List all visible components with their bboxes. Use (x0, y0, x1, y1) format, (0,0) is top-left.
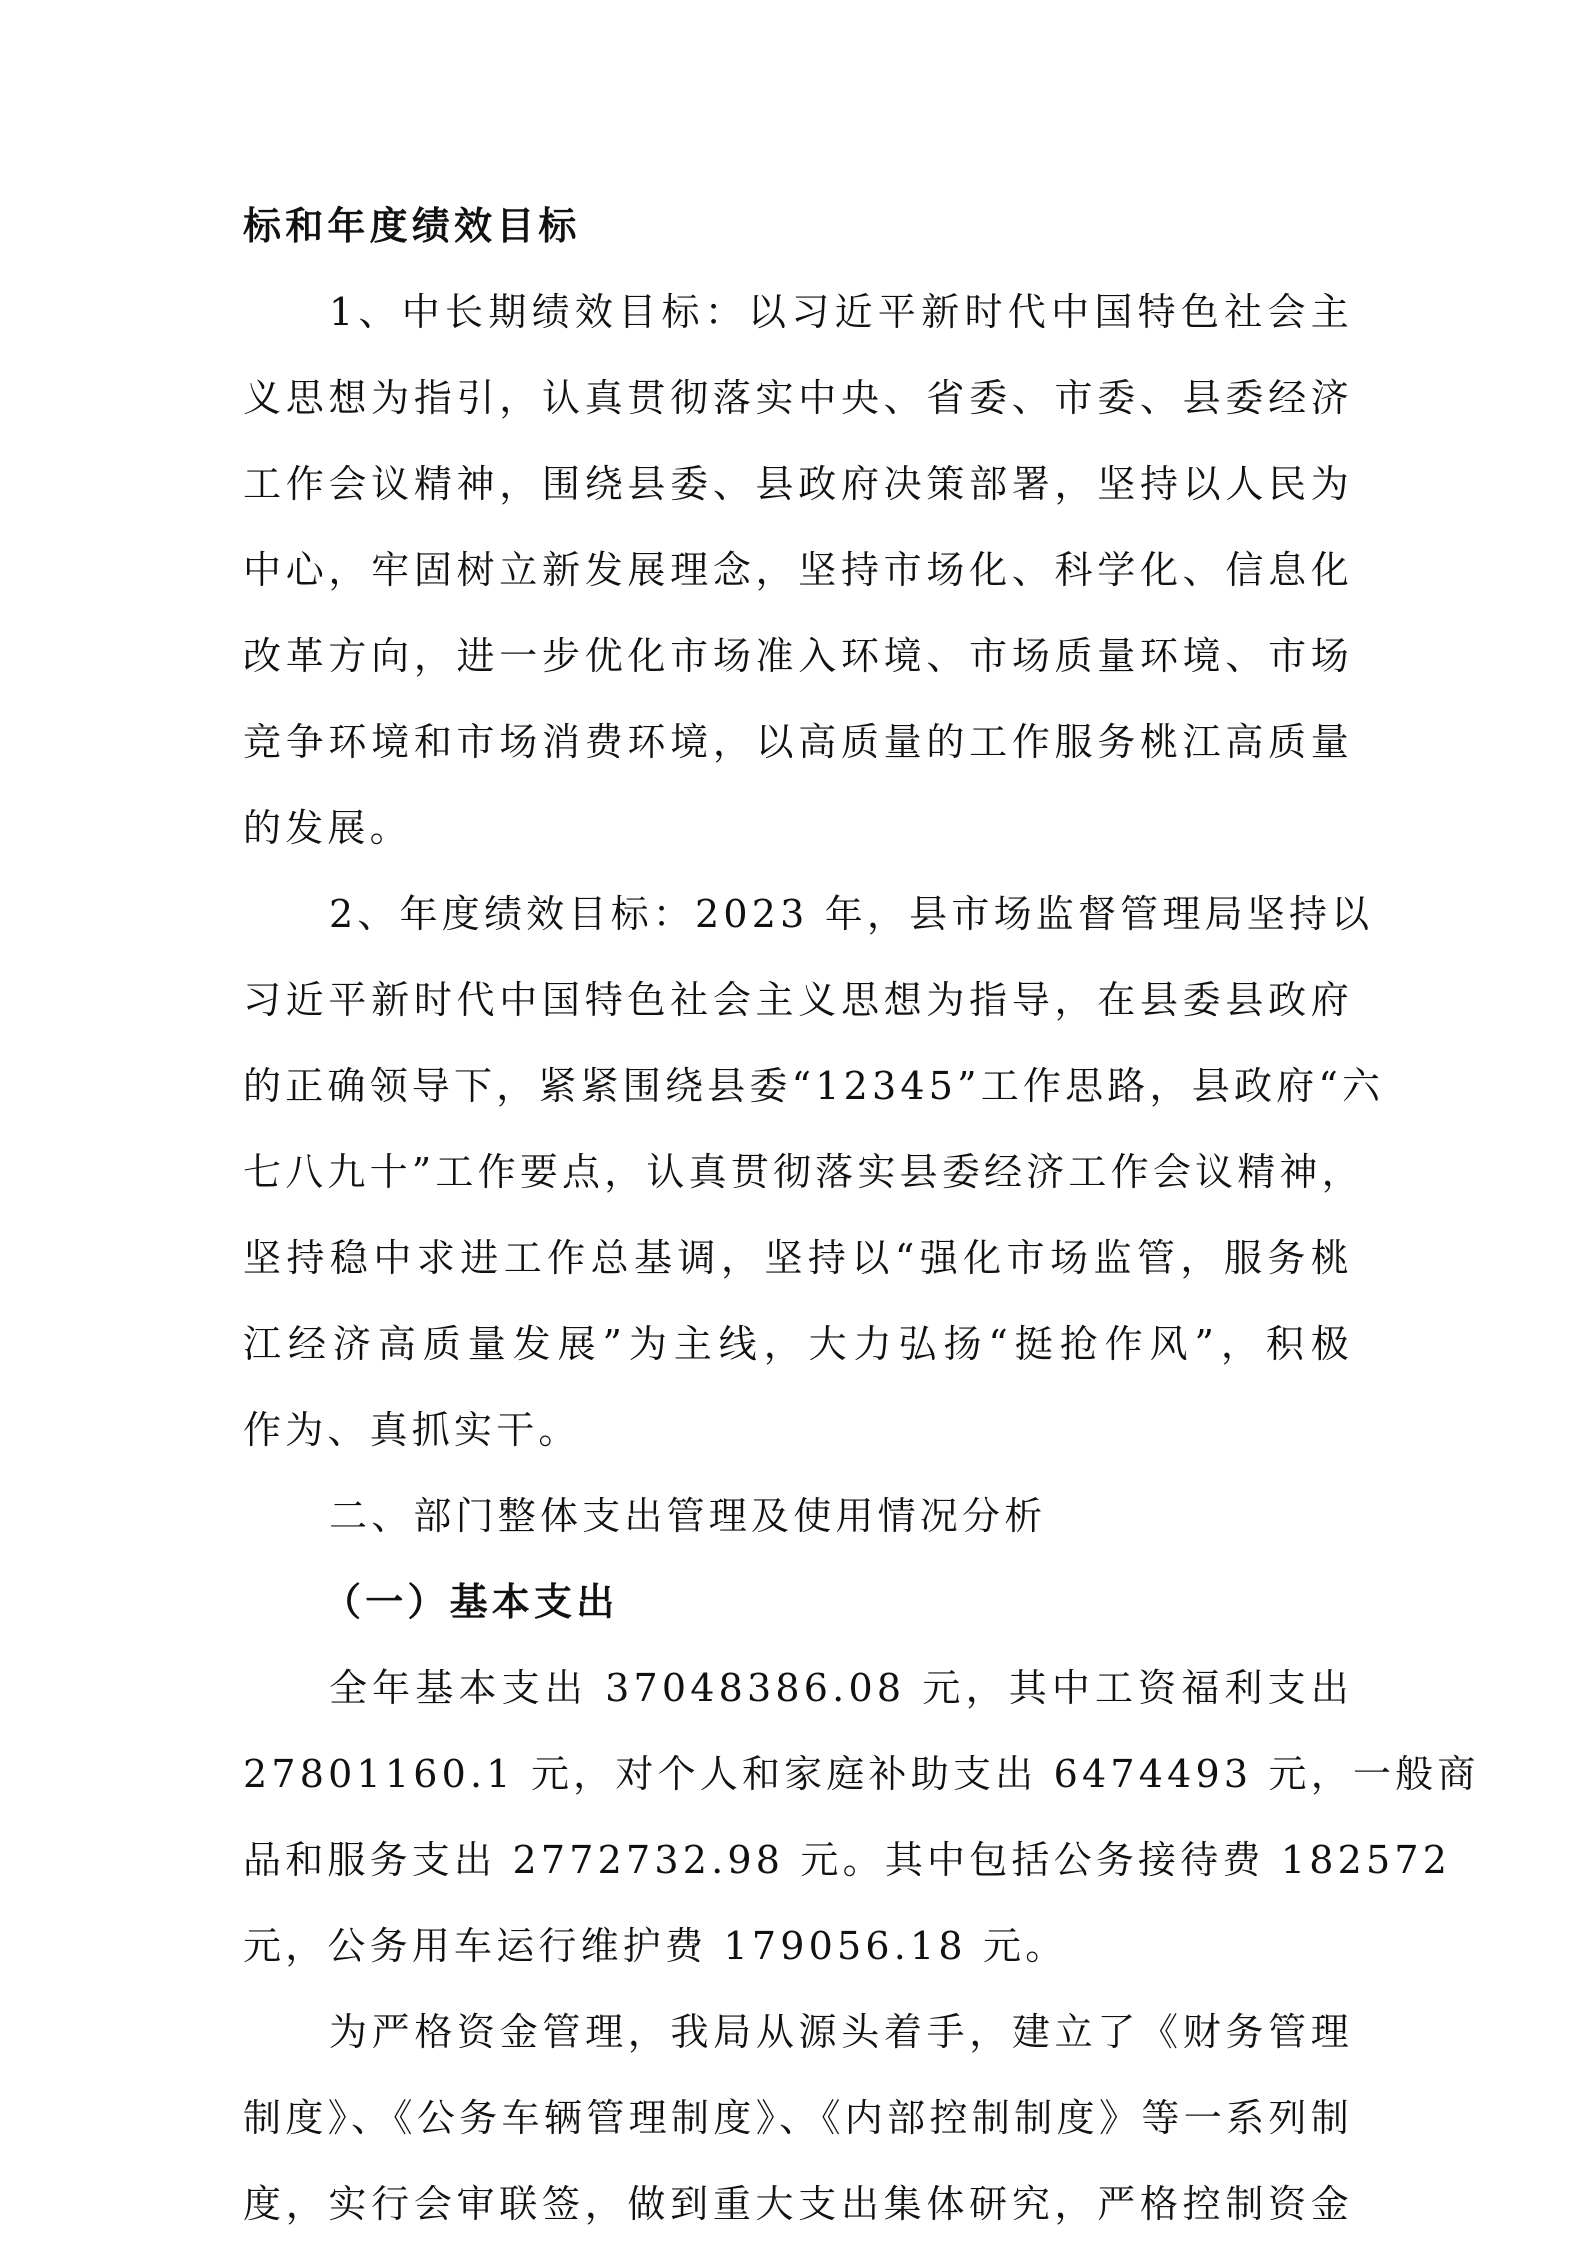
paragraph-line: 中心，牢固树立新发展理念，坚持市场化、科学化、信息化 (243, 548, 1353, 592)
paragraph-line: 全年基本支出 37048386.08 元，其中工资福利支出 (329, 1666, 1353, 1710)
paragraph-line: 的正确领导下，紧紧围绕县委“12345”工作思路，县政府“六 (243, 1064, 1385, 1108)
paragraph-line: 1、中长期绩效目标：以习近平新时代中国特色社会主 (329, 290, 1353, 334)
paragraph-line: 为严格资金管理，我局从源头着手，建立了《财务管理 (329, 2010, 1353, 2054)
paragraph-line: 品和服务支出 2772732.98 元。其中包括公务接待费 182572 (243, 1838, 1452, 1882)
paragraph-line: 习近平新时代中国特色社会主义思想为指导，在县委县政府 (243, 978, 1353, 1022)
paragraph-line: 坚持稳中求进工作总基调，坚持以“强化市场监管，服务桃 (243, 1236, 1353, 1280)
subsection-heading: （一）基本支出 (323, 1579, 619, 1624)
paragraph-line: 改革方向，进一步优化市场准入环境、市场质量环境、市场 (243, 634, 1353, 678)
paragraph-line: 工作会议精神，围绕县委、县政府决策部署，坚持以人民为 (243, 462, 1353, 506)
paragraph-line: 制度》、《公务车辆管理制度》、《内部控制制度》等一系列制 (243, 2096, 1353, 2140)
paragraph-line: 作为、真抓实干。 (243, 1408, 581, 1452)
section-heading-continued: 标和年度绩效目标 (243, 203, 581, 248)
paragraph-line: 义思想为指引，认真贯彻落实中央、省委、市委、县委经济 (243, 376, 1353, 420)
paragraph-line: 27801160.1 元，对个人和家庭补助支出 6474493 元，一般商 (243, 1752, 1480, 1796)
paragraph-line: 度，实行会审联签，做到重大支出集体研究，严格控制资金 (243, 2182, 1353, 2226)
paragraph-line: 元，公务用车运行维护费 179056.18 元。 (243, 1924, 1068, 1968)
paragraph-line: 的发展。 (243, 806, 412, 850)
paragraph-line: 竞争环境和市场消费环境，以高质量的工作服务桃江高质量 (243, 720, 1353, 764)
paragraph-line: 江经济高质量发展”为主线，大力弘扬“挺抢作风”，积极 (243, 1322, 1353, 1366)
section-heading: 二、部门整体支出管理及使用情况分析 (329, 1494, 1047, 1538)
paragraph-line: 七八九十”工作要点，认真贯彻落实县委经济工作会议精神， (243, 1150, 1364, 1194)
paragraph-line: 2、年度绩效目标：2023 年，县市场监督管理局坚持以 (329, 892, 1374, 936)
